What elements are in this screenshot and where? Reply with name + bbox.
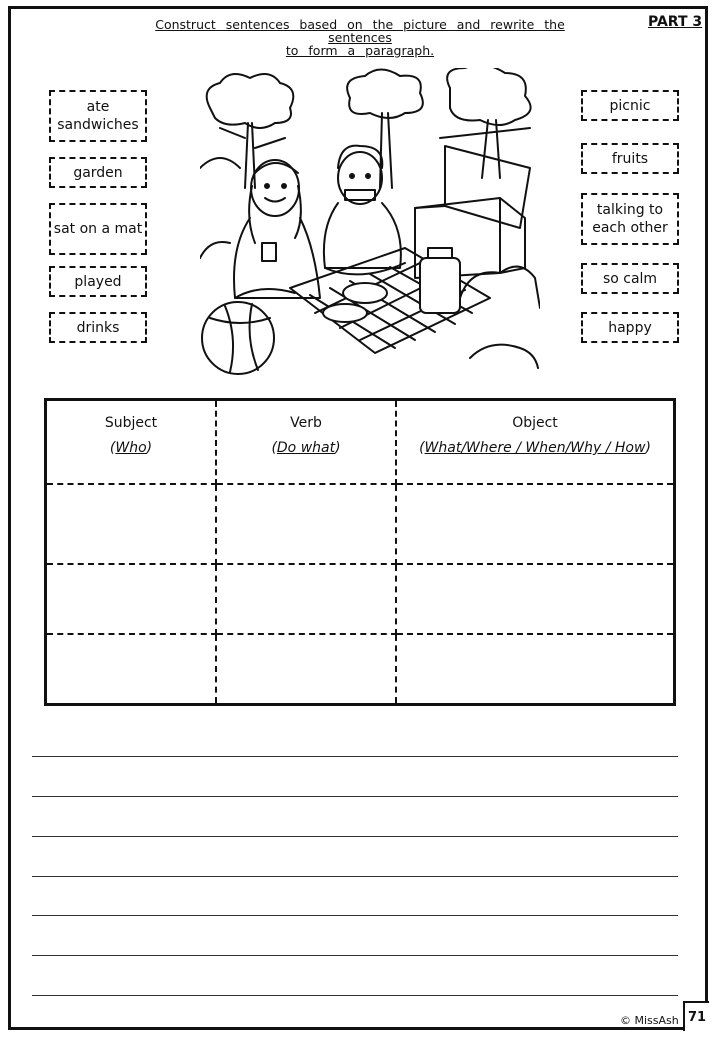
column-title: Object <box>512 415 558 431</box>
bush-left <box>200 242 230 258</box>
writing-line[interactable] <box>32 796 678 797</box>
writing-line[interactable] <box>32 836 678 837</box>
subject-cell[interactable] <box>46 484 217 564</box>
page-number: 71 <box>683 1001 709 1031</box>
table-row <box>46 484 675 564</box>
flask <box>420 248 460 313</box>
part-label: PART 3 <box>648 14 703 30</box>
object-cell[interactable] <box>396 564 675 634</box>
word-box-happy: happy <box>581 312 679 343</box>
beach-ball <box>202 302 274 374</box>
word-box-drinks: drinks <box>49 312 147 343</box>
word-box-talking-to-each-other: talking to each other <box>581 193 679 245</box>
column-title: Verb <box>290 415 322 431</box>
plate-fruit <box>343 283 387 303</box>
bush-bottom <box>470 345 538 368</box>
column-hint: Who <box>115 440 147 456</box>
word-box-so-calm: so calm <box>581 263 679 294</box>
sentence-table <box>44 398 676 706</box>
plate-sandwich <box>323 304 367 322</box>
word-box-picnic: picnic <box>581 90 679 121</box>
verb-cell[interactable] <box>216 564 396 634</box>
subject-cell[interactable] <box>46 634 217 704</box>
column-hint: What/Where / When/Why / How <box>424 440 646 456</box>
instruction-text <box>130 18 590 57</box>
instruction-line-1: Construct sentences based on the picture and rewrite the sentences <box>155 17 565 45</box>
writing-line[interactable] <box>32 756 678 757</box>
writing-line[interactable] <box>32 876 678 877</box>
column-object: Object (What/Where / When/Why / How) <box>396 400 675 485</box>
tree-left <box>200 74 293 188</box>
girl <box>234 160 320 298</box>
word-box-garden: garden <box>49 157 147 188</box>
writing-line[interactable] <box>32 955 678 956</box>
tree-right <box>440 68 531 178</box>
writing-line[interactable] <box>32 915 678 916</box>
column-title: Subject <box>104 415 158 431</box>
word-box-ate-sandwiches: ate sandwiches <box>49 90 147 142</box>
picnic-illustration <box>200 68 540 378</box>
column-subject: Subject (Who) <box>46 400 217 485</box>
column-hint: Do what <box>276 440 336 456</box>
writing-line[interactable] <box>32 995 678 996</box>
copyright-text: © MissAsh <box>620 1014 679 1027</box>
boy <box>324 146 405 275</box>
instruction-line-2: to form a paragraph. <box>285 43 435 58</box>
table-header-row <box>46 400 675 485</box>
column-verb: Verb (Do what) <box>216 400 396 485</box>
sandwich <box>345 190 375 200</box>
object-cell[interactable] <box>396 484 675 564</box>
word-box-fruits: fruits <box>581 143 679 174</box>
table-row <box>46 564 675 634</box>
verb-cell[interactable] <box>216 634 396 704</box>
tree-center <box>347 70 423 189</box>
cup <box>262 243 276 261</box>
subject-cell[interactable] <box>46 564 217 634</box>
verb-cell[interactable] <box>216 484 396 564</box>
word-box-played: played <box>49 266 147 297</box>
object-cell[interactable] <box>396 634 675 704</box>
word-box-sat-on-a-mat: sat on a mat <box>49 203 147 255</box>
table-row <box>46 634 675 704</box>
